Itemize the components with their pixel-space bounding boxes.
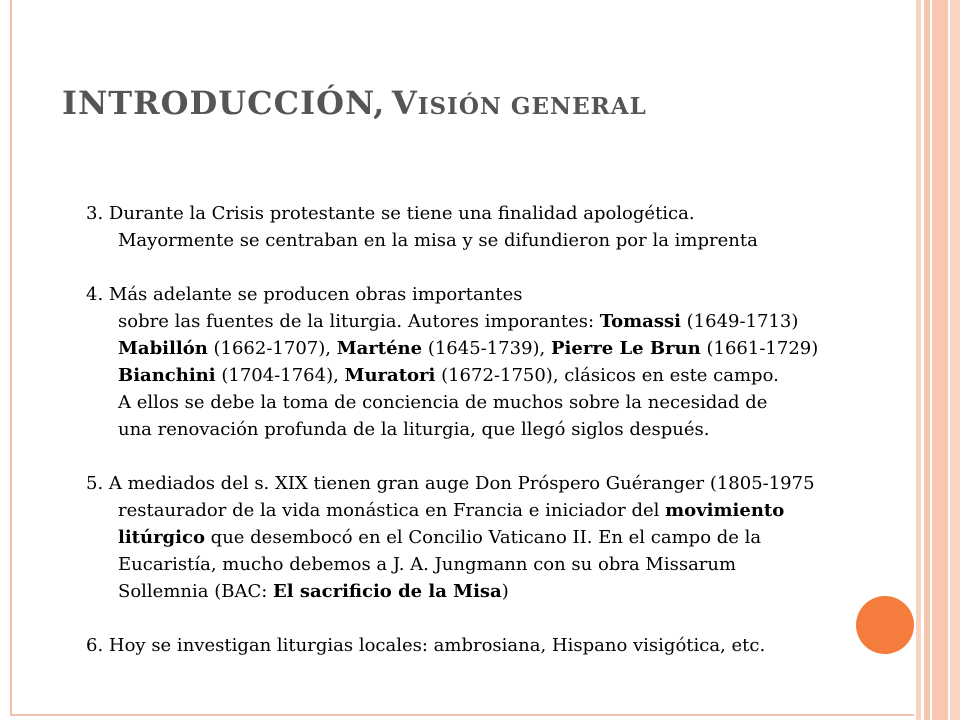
paragraph-line: Mayormente se centraban en la misa y se difundieron por la imprenta [118, 230, 758, 251]
author-dates: (1649-1713) [680, 311, 799, 332]
line-text: ) [501, 581, 509, 602]
author-name: Marténe [336, 338, 423, 359]
author-dates: (1704-1764), [215, 365, 345, 386]
line-text: sobre las fuentes de la liturgia. Autores imporantes: [118, 311, 600, 332]
paragraph-line: una renovación profunda de la liturgia, que llegó siglos después. [118, 419, 710, 440]
title-main: INTRODUCCIÓN, [62, 84, 386, 122]
paragraph-line: Eucaristía, mucho debemos a J. A. Jungmann con su obra Missarum [118, 554, 737, 575]
author-dates: (1661-1729) [700, 338, 819, 359]
paragraph-line: A ellos se debe la toma de conciencia de muchos sobre la necesidad de [118, 392, 768, 413]
book-title: El sacrificio de la Misa [273, 581, 502, 602]
slide-title [62, 84, 647, 122]
author-name: Muratori [344, 365, 436, 386]
paragraph-line [86, 578, 960, 605]
author-name: Mabillón [118, 338, 208, 359]
author-dates: (1662-1707), [207, 338, 337, 359]
paragraph-line: 4. Más adelante se producen obras importantes [86, 284, 523, 305]
paragraph-5 [86, 470, 960, 605]
author-name: Bianchini [118, 365, 216, 386]
paragraph-line [86, 308, 960, 335]
author-name: Pierre Le Brun [551, 338, 701, 359]
paragraph-line [86, 335, 960, 362]
paragraph-line: 6. Hoy se investigan liturgias locales: ambrosiana, Hispano visigótica, etc. [86, 635, 766, 656]
line-text: Sollemnia (BAC: [118, 581, 274, 602]
paragraph-line [86, 524, 960, 551]
author-dates: (1645-1739), [422, 338, 552, 359]
paragraph-line [86, 497, 960, 524]
paragraph-3 [86, 200, 960, 254]
line-text: restaurador de la vida monástica en Francia e iniciador del [118, 500, 666, 521]
paragraph-line: 5. A mediados del s. XIX tienen gran auge Don Próspero Guéranger (1805-1975 [86, 473, 815, 494]
paragraph-line: 3. Durante la Crisis protestante se tiene una finalidad apologética. [86, 203, 695, 224]
title-sub-initial: V [391, 84, 418, 122]
paragraph-6 [86, 632, 960, 659]
bold-term: movimiento [665, 500, 785, 521]
line-text: que desembocó en el Concilio Vaticano II. En el campo de la [204, 527, 762, 548]
decorative-circle [856, 596, 914, 654]
title-sub-rest: ISIÓN GENERAL [417, 93, 647, 120]
author-dates: (1672-1750), clásicos en este campo. [435, 365, 779, 386]
bold-term: litúrgico [118, 527, 205, 548]
slide-body [86, 200, 960, 686]
paragraph-4 [86, 281, 960, 443]
author-name: Tomassi [599, 311, 681, 332]
paragraph-line [86, 362, 960, 389]
